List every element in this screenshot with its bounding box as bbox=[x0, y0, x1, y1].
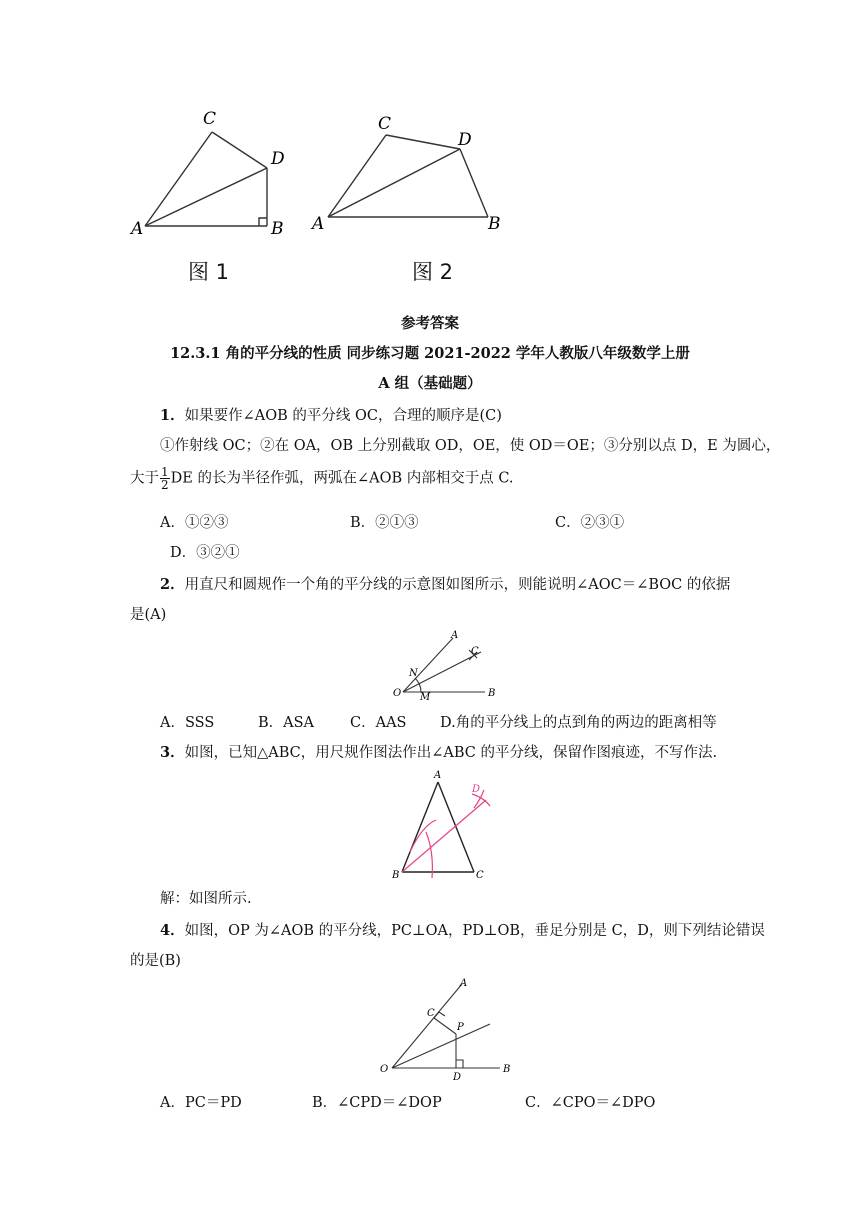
fraction-denominator: 2 bbox=[161, 478, 169, 492]
figure-1 bbox=[125, 100, 295, 250]
q2-option-a: A．SSS bbox=[160, 715, 215, 731]
fig1-label-b: B bbox=[271, 219, 284, 239]
q3-stem bbox=[160, 743, 717, 763]
q4-label-c: C bbox=[427, 1008, 435, 1019]
q1-text: 如果要作∠AOB 的平分线 OC，合理的顺序是(C) bbox=[184, 408, 502, 424]
q1-option-c: C．②③① bbox=[555, 515, 625, 531]
q2-label-o: O bbox=[393, 688, 402, 699]
q3-label-b: B bbox=[392, 870, 400, 881]
q2-option-d: D.角的平分线上的点到角的两边的距离相等 bbox=[440, 715, 717, 731]
q1-number: 1． bbox=[160, 407, 185, 424]
fig2-caption: 图 2 bbox=[412, 260, 454, 284]
fig2-label-a: A bbox=[312, 214, 325, 234]
q2-label-a: A bbox=[451, 630, 459, 641]
fraction-numerator: 1 bbox=[161, 465, 169, 479]
q4-stem-cont: 的是(B) bbox=[130, 953, 181, 969]
fig1-label-a: A bbox=[131, 219, 144, 239]
q2-label-n: N bbox=[409, 668, 418, 679]
q1-option-a: A．①②③ bbox=[160, 515, 229, 531]
q2-label-b: B bbox=[488, 688, 496, 699]
q3-answer: 解：如图所示. bbox=[160, 891, 252, 907]
q2-option-c: C．AAS bbox=[350, 715, 407, 731]
q2-figure bbox=[385, 626, 505, 702]
fig1-label-d: D bbox=[271, 149, 285, 169]
q4-number: 4． bbox=[160, 922, 185, 939]
q1-stem bbox=[160, 406, 502, 426]
q4-figure bbox=[372, 974, 522, 1084]
q3-number: 3． bbox=[160, 744, 185, 761]
q4-option-c: C．∠CPO＝∠DPO bbox=[525, 1095, 656, 1111]
q4-option-a: A．PC＝PD bbox=[160, 1095, 242, 1111]
q3-figure bbox=[388, 766, 500, 884]
q2-stem bbox=[160, 575, 730, 595]
answers-title: 12.3.1 角的平分线的性质 同步练习题 2021-2022 学年人教版八年级数学上册 bbox=[170, 345, 690, 362]
q3-label-d: D bbox=[472, 784, 481, 795]
q1-line3 bbox=[130, 466, 514, 491]
fig2-label-c: C bbox=[378, 114, 392, 134]
q4-label-d: D bbox=[453, 1072, 462, 1083]
q1-line2: ①作射线 OC；②在 OA，OB 上分别截取 OD，OE，使 OD＝OE；③分别以点 D，E 为圆心， bbox=[160, 438, 781, 454]
q2-label-m: M bbox=[420, 692, 431, 702]
q3-label-c: C bbox=[476, 870, 484, 881]
answers-heading: 参考答案 bbox=[401, 315, 459, 332]
fig2-label-b: B bbox=[488, 214, 501, 234]
fig2-label-d: D bbox=[458, 130, 472, 150]
group-heading: A 组（基础题） bbox=[378, 375, 482, 392]
q2-label-c: C bbox=[471, 646, 479, 657]
q4-label-b: B bbox=[503, 1064, 511, 1075]
q2-option-b: B．ASA bbox=[258, 715, 315, 731]
q4-label-a: A bbox=[460, 978, 468, 989]
q4-stem bbox=[160, 921, 765, 941]
q3-text: 如图，已知△ABC，用尺规作图法作出∠ABC 的平分线，保留作图痕迹，不写作法. bbox=[184, 745, 718, 761]
q2-stem-cont: 是(A) bbox=[130, 607, 167, 623]
q2-number: 2． bbox=[160, 576, 185, 593]
q1-option-b: B．②①③ bbox=[350, 515, 419, 531]
q4-label-o: O bbox=[380, 1064, 389, 1075]
q4-option-b: B．∠CPD＝∠DOP bbox=[312, 1095, 442, 1111]
q4-text: 如图，OP 为∠AOB 的平分线，PC⊥OA，PD⊥OB，垂足分别是 C，D，则下列结论错误 bbox=[184, 923, 765, 939]
fig1-label-c: C bbox=[203, 109, 217, 129]
fraction-half bbox=[160, 466, 170, 491]
q1-line3-post: DE 的长为半径作弧，两弧在∠AOB 内部相交于点 C. bbox=[170, 470, 514, 487]
figure-2 bbox=[310, 105, 510, 245]
q1-option-d: D．③②① bbox=[170, 545, 240, 561]
q2-text: 用直尺和圆规作一个角的平分线的示意图如图所示，则能说明∠AOC＝∠BOC 的依据 bbox=[184, 577, 731, 593]
q4-label-p: P bbox=[457, 1022, 464, 1033]
q1-line3-pre: 大于 bbox=[130, 470, 159, 487]
q3-label-a: A bbox=[434, 770, 442, 781]
fig1-caption: 图 1 bbox=[188, 260, 230, 284]
